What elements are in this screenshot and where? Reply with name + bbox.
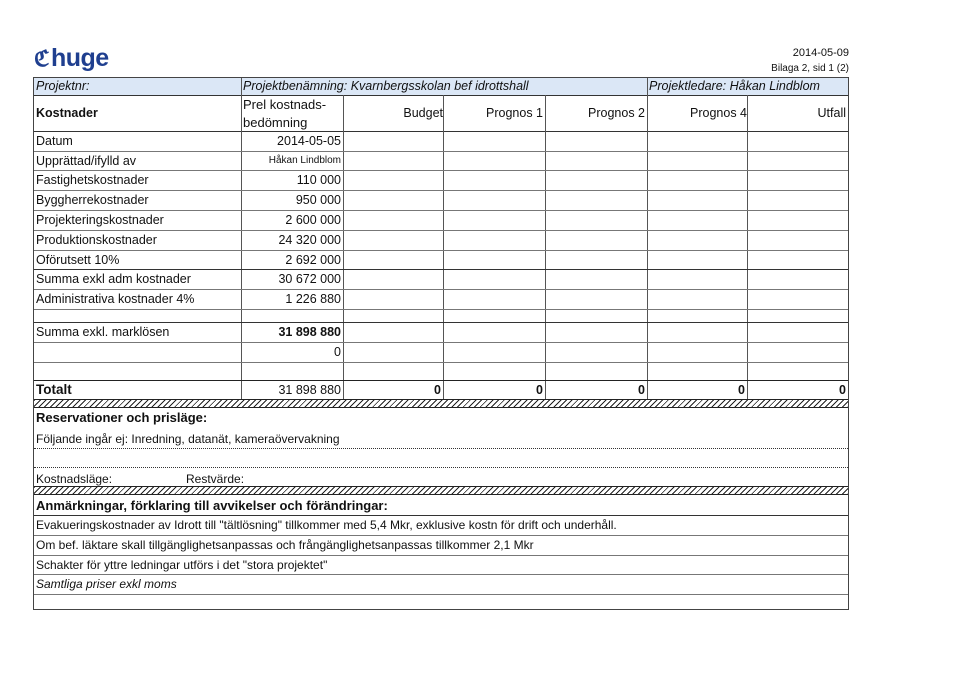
row-fastighet-label: Fastighetskostnader [36, 173, 149, 187]
row-fastighet-value: 110 000 [296, 173, 341, 187]
col-prognos1: Prognos 1 [486, 106, 543, 120]
project-name: Projektbenämning: Kvarnbergsskolan bef idrottshall [241, 78, 647, 95]
kostnadslage-label: Kostnadsläge: [36, 472, 113, 486]
cost-sheet [33, 77, 849, 610]
total-utfall: 0 [839, 383, 846, 397]
row-oforutsett-label: Oförutsett 10% [36, 253, 120, 267]
row-summa-marklosen-value: 31 898 880 [278, 325, 341, 339]
row-zero-value: 0 [334, 345, 341, 359]
col-budget: Budget [403, 106, 443, 120]
row-upprattad-value: Håkan Lindblom [268, 155, 341, 166]
col-prognos2: Prognos 2 [588, 106, 645, 120]
row-projektering-label: Projekteringskostnader [36, 213, 164, 227]
anmarkning-line-3: Schakter för yttre ledningar utförs i det "stora projektet" [36, 558, 328, 572]
row-datum-label: Datum [36, 134, 73, 148]
col-prognos4: Prognos 4 [690, 106, 747, 120]
col-kostnader: Kostnader [36, 106, 98, 120]
company-logo [34, 44, 109, 73]
restvarde-label: Restvärde: [186, 472, 245, 486]
attachment-label: Bilaga 2, sid 1 (2) [771, 63, 849, 74]
row-datum-value: 2014-05-05 [277, 134, 341, 148]
project-leader: Projektledare: Håkan Lindblom [647, 78, 848, 95]
hatch-divider [34, 399, 848, 408]
row-oforutsett-value: 2 692 000 [285, 253, 341, 267]
total-prognos1: 0 [536, 383, 543, 397]
row-byggherre-value: 950 000 [295, 193, 341, 207]
row-produktion-label: Produktionskostnader [36, 233, 157, 247]
row-produktion-value: 24 320 000 [278, 233, 341, 247]
total-label: Totalt [36, 382, 72, 397]
row-summa-adm-value: 30 672 000 [278, 272, 341, 286]
logo-mark-icon: ℭ [34, 46, 49, 71]
total-prognos4: 0 [738, 383, 745, 397]
anmarkning-line-4: Samtliga priser exkl moms [36, 577, 177, 591]
anmarkning-line-1: Evakueringskostnader av Idrott till "tältlösning" tillkommer med 5,4 Mkr, exklusive kostn för drift och underhåll. [36, 518, 617, 532]
row-summa-marklosen-label: Summa exkl. marklösen [36, 325, 170, 339]
reservationer-title: Reservationer och prisläge: [36, 410, 208, 425]
reservationer-text: Följande ingår ej: Inredning, datanät, kameraövervakning [36, 432, 340, 446]
row-projektering-value: 2 600 000 [285, 213, 341, 227]
project-number-label: Projektnr: [34, 78, 241, 95]
total-budget: 0 [434, 383, 441, 397]
row-admin-label: Administrativa kostnader 4% [36, 292, 195, 306]
row-byggherre-label: Byggherrekostnader [36, 193, 149, 207]
logo-text: huge [50, 44, 109, 72]
col-utfall: Utfall [817, 106, 846, 120]
anmarkningar-title: Anmärkningar, förklaring till avvikelser och förändringar: [36, 498, 388, 513]
col-prel-2: bedömning [243, 115, 308, 130]
row-admin-value: 1 226 880 [285, 292, 341, 306]
anmarkning-line-2: Om bef. läktare skall tillgänglighetsanpassas och frångänglighetsanpassas tillkommer 2,1 Mkr [36, 538, 534, 552]
total-prognos2: 0 [638, 383, 645, 397]
hatch-divider-2 [34, 486, 848, 495]
document-date: 2014-05-09 [792, 47, 849, 59]
total-prel: 31 898 880 [278, 383, 341, 397]
row-upprattad-label: Upprättad/ifylld av [36, 154, 137, 168]
col-prel: Prel kostnads- [243, 97, 327, 112]
row-summa-adm-label: Summa exkl adm kostnader [36, 272, 191, 286]
